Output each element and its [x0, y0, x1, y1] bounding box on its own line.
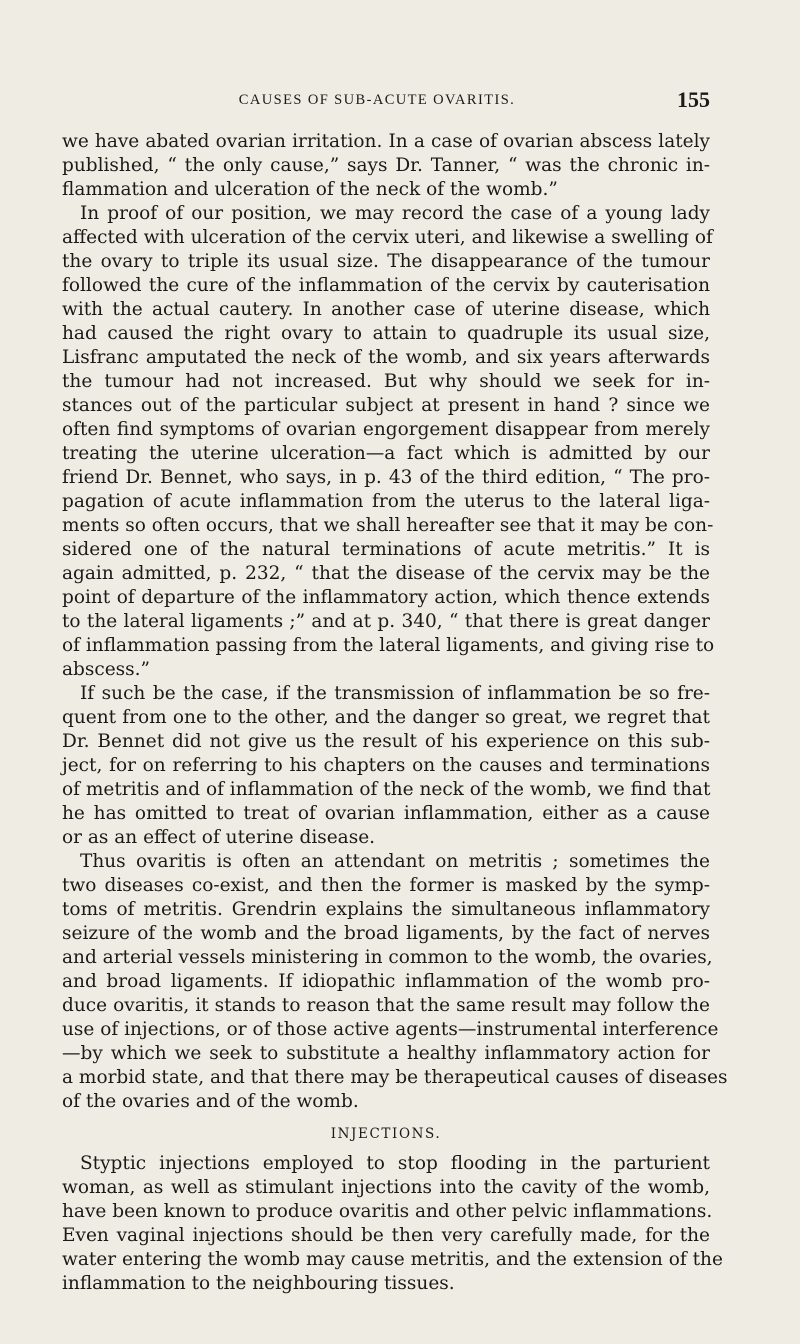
- text-line: of inflammation passing from the lateral ligaments, and giving rise to: [62, 635, 715, 656]
- text-line: abscess.”: [62, 659, 151, 680]
- text-line: Thus ovaritis is often an attendant on metritis ; sometimes the: [80, 851, 710, 872]
- text-line: we have abated ovarian irritation. In a case of ovarian abscess lately: [62, 131, 710, 152]
- text-line: or as an effect of uterine disease.: [62, 827, 376, 848]
- text-line: affected with ulceration of the cervix uteri, and likewise a swelling of: [62, 227, 713, 248]
- text-line: woman, as well as stimulant injections into the cavity of the womb,: [62, 1177, 710, 1198]
- text-line: —by which we seek to substitute a healthy inflammatory action for: [62, 1043, 710, 1064]
- text-line: sidered one of the natural terminations of acute metritis.” It is: [62, 539, 710, 560]
- text-line: use of injections, or of those active agents—instrumental interference: [62, 1019, 719, 1040]
- text-line: Lisfranc amputated the neck of the womb, and six years afterwards: [62, 347, 710, 368]
- text-line: of metritis and of inflammation of the neck of the womb, we find that: [62, 779, 711, 800]
- text-line: ject, for on referring to his chapters on the causes and terminations: [62, 755, 710, 776]
- text-line: published, “ the only cause,” says Dr. Tanner, “ was the chronic in-: [62, 155, 710, 176]
- text-line: Even vaginal injections should be then very carefully made, for the: [62, 1225, 710, 1246]
- text-line: water entering the womb may cause metritis, and the extension of the: [62, 1249, 723, 1270]
- text-line: to the lateral ligaments ;” and at p. 340, “ that there is great danger: [62, 611, 710, 632]
- text-line: seizure of the womb and the broad ligaments, by the fact of nerves: [62, 923, 710, 944]
- text-line: again admitted, p. 232, “ that the disease of the cervix may be the: [62, 563, 710, 584]
- running-head: CAUSES OF SUB-ACUTE OVARITIS.: [238, 92, 516, 108]
- paragraph: [62, 1152, 723, 1296]
- page-number: 155: [677, 87, 710, 112]
- text-line: toms of metritis. Grendrin explains the simultaneous inflammatory: [62, 899, 710, 920]
- text-line: treating the uterine ulceration—a fact which is admitted by our: [62, 443, 710, 464]
- text-line: duce ovaritis, it stands to reason that the same result may follow the: [62, 995, 710, 1016]
- text-line: friend Dr. Bennet, who says, in p. 43 of the third edition, “ The pro-: [62, 467, 710, 488]
- text-line: often find symptoms of ovarian engorgement disappear from merely: [62, 419, 710, 440]
- text-line: Dr. Bennet did not give us the result of his experience on this sub-: [62, 731, 710, 752]
- text-line: had caused the right ovary to attain to quadruple its usual size,: [62, 323, 710, 344]
- text-line: Styptic injections employed to stop flooding in the parturient: [80, 1153, 710, 1174]
- text-line: quent from one to the other, and the danger so great, we regret that: [62, 707, 710, 728]
- text-line: ments so often occurs, that we shall hereafter see that it may be con-: [62, 515, 714, 536]
- text-line: of the ovaries and of the womb.: [62, 1091, 359, 1112]
- text-line: he has omitted to treat of ovarian inflammation, either as a cause: [62, 803, 710, 824]
- text-line: If such be the case, if the transmission of inflammation be so fre-: [80, 683, 710, 704]
- text-line: the tumour had not increased. But why should we seek for in-: [62, 371, 710, 392]
- text-line: stances out of the particular subject at present in hand ? since we: [62, 395, 710, 416]
- text-line: pagation of acute inflammation from the uterus to the lateral liga-: [62, 491, 710, 512]
- text-line: followed the cure of the inflammation of the cervix by cauterisation: [62, 275, 710, 296]
- paragraph: [62, 682, 710, 850]
- text-line: have been known to produce ovaritis and other pelvic inflammations.: [62, 1201, 713, 1222]
- text-line: flammation and ulceration of the neck of the womb.”: [62, 179, 558, 200]
- text-line: and broad ligaments. If idiopathic inflammation of the womb pro-: [62, 971, 710, 992]
- paragraph: [62, 202, 715, 682]
- text-line: with the actual cautery. In another case of uterine disease, which: [62, 299, 710, 320]
- text-line: inflammation to the neighbouring tissues.: [62, 1273, 455, 1294]
- paragraph: [62, 850, 728, 1114]
- section-heading: INJECTIONS.: [330, 1126, 442, 1142]
- page-header: [44, 88, 710, 120]
- text-line: the ovary to triple its usual size. The disappearance of the tumour: [62, 251, 710, 272]
- text-line: In proof of our position, we may record the case of a young lady: [80, 203, 710, 224]
- paragraph: [62, 130, 710, 202]
- text-line: two diseases co-exist, and then the former is masked by the symp-: [62, 875, 710, 896]
- text-line: point of departure of the inflammatory action, which thence extends: [62, 587, 710, 608]
- body-text: [62, 130, 728, 1296]
- text-line: a morbid state, and that there may be therapeutical causes of diseases: [62, 1067, 728, 1088]
- text-line: and arterial vessels ministering in common to the womb, the ovaries,: [62, 947, 713, 968]
